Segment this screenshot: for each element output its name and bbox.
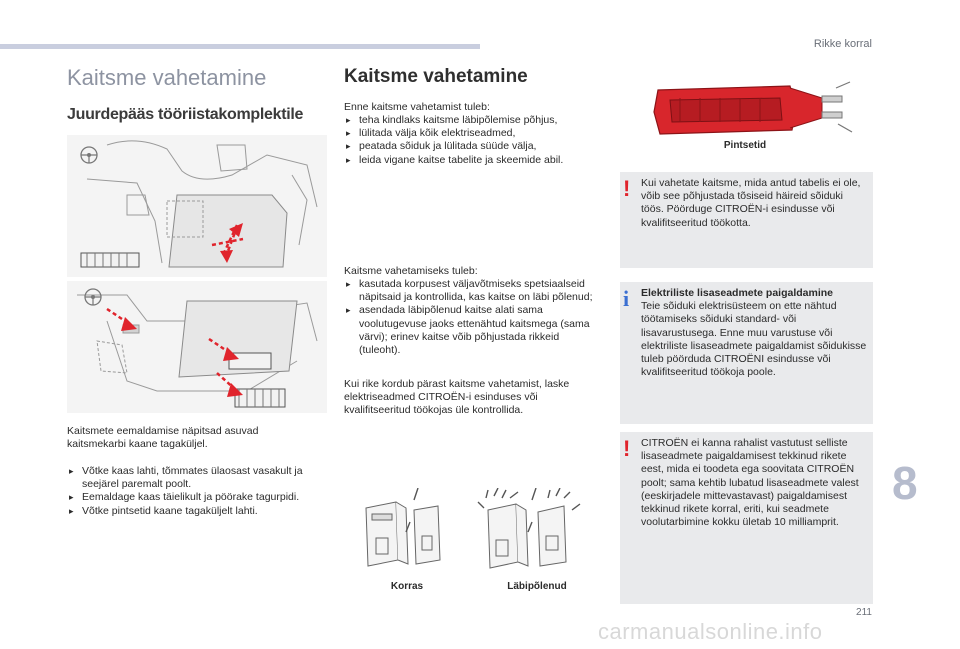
info-icon: i xyxy=(623,286,630,311)
tweezers-label: Pintsetid xyxy=(723,140,767,151)
fusebox-illustration-bottom xyxy=(67,281,327,413)
intro-text: Enne kaitsme vahetamist tuleb: xyxy=(344,101,490,113)
list-item: ▸ teha kindlaks kaitsme läbipõlemise põhjus, xyxy=(344,114,609,127)
header-bar xyxy=(0,44,480,49)
list-item: ▸ Eemaldage kaas täielikult ja pöörake tagurpidi. xyxy=(67,491,307,504)
warning-icon: ! xyxy=(623,436,631,461)
warning-text: Kui vahetate kaitsme, mida antud tabelis ei ole, võib see põhjustada tõsiseid häireid sõiduki töös. Pöörduge CITROËN-i esindusse või kvalifitseeritud töökotta. xyxy=(641,177,861,229)
fuse-comparison-illustration xyxy=(358,488,593,582)
page-number: 211 xyxy=(856,607,872,618)
after-text: Kui rike kordub pärast kaitsme vahetamist, laske elektriseadmed CITROËN-i esinduses või kvalifitseeritud töökojas üle kontrollida. xyxy=(344,378,570,417)
replace-intro-text: Kaitsme vahetamiseks tuleb: xyxy=(344,265,478,277)
subheading: Juurdepääs tööriistakomplektile xyxy=(67,106,304,123)
list-item: ▸ Võtke kaas lahti, tõmmates ülaosast vasakult ja seejärel paremalt poolt. xyxy=(67,465,307,491)
warning-note-fuse xyxy=(620,172,873,268)
fuse-icon xyxy=(366,502,566,568)
list-item: ▸ Võtke pintsetid kaane tagaküljelt lahti. xyxy=(67,505,307,518)
info-text: Teie sõiduki elektrisüsteem on ette nähtud töötamiseks sõiduki standard- või lisavarustusega. Enne muu varustuse või elektriliste lisaseadmete paigaldamist sõidukisse tuleb pöörduda CITROËNI esindusse või kvalifitseeritud töökoja poole. xyxy=(641,300,867,379)
list-item: ▸ kasutada korpusest väljavõtmiseks spetsiaalseid näpitsaid ja kontrollida, kas kaitse on läbi põlenud; xyxy=(344,278,594,304)
before-steps-list xyxy=(344,114,609,167)
access-steps-list xyxy=(67,465,307,518)
tweezers-location-caption: Kaitsmete eemaldamise näpitsad asuvad kaitsmekarbi kaane tagaküljel. xyxy=(67,425,259,451)
section-title: Rikke korral xyxy=(813,38,872,50)
list-item: ▸ asendada läbipõlenud kaitse alati sama voolutugevuse jaoks ettenähtud kaitsmega (sama värvi); erinev kaitse võib põhjustada rikkeid (tuleoht). xyxy=(344,304,594,357)
chapter-number: 8 xyxy=(892,457,918,509)
replace-steps-list xyxy=(344,278,594,357)
list-item: ▸ lülitada välja kõik elektriseadmed, xyxy=(344,127,609,140)
fusebox-illustration-top xyxy=(67,135,327,277)
fuse-burnt-label: Läbipõlenud xyxy=(507,581,567,592)
tweezers-illustration xyxy=(640,80,855,140)
warning-note-liability xyxy=(620,432,873,604)
info-note-accessories xyxy=(620,282,873,424)
watermark: carmanualsonline.info xyxy=(598,619,823,644)
fuse-icon xyxy=(81,253,139,267)
page-heading: Kaitsme vahetamine xyxy=(67,65,267,90)
fuse-ok-label: Korras xyxy=(390,581,424,592)
list-item: ▸ peatada sõiduk ja lülitada süüde välja, xyxy=(344,140,609,153)
steering-wheel-icon xyxy=(81,147,97,163)
section-heading: Kaitsme vahetamine xyxy=(344,66,528,87)
tweezers-icon xyxy=(640,80,855,140)
warning-icon: ! xyxy=(623,176,631,201)
warning-text: CITROËN ei kanna rahalist vastutust selliste lisaseadmete paigaldamisest tekkinud rikete eest, mida ei toodeta ega soovitata CITROËN poolt; sama kehtib lubatud lisaseadmete valest (eeskirjadele mittevastavast) paigaldamisest tekkinud rikete korral, eriti, kui seadmete voolutarbimine kokku ületab 10 milliamprit. xyxy=(641,437,859,529)
info-title: Elektriliste lisaseadmete paigaldamine xyxy=(641,287,834,299)
list-item: ▸ leida vigane kaitse tabelite ja skeemide abil. xyxy=(344,154,609,167)
